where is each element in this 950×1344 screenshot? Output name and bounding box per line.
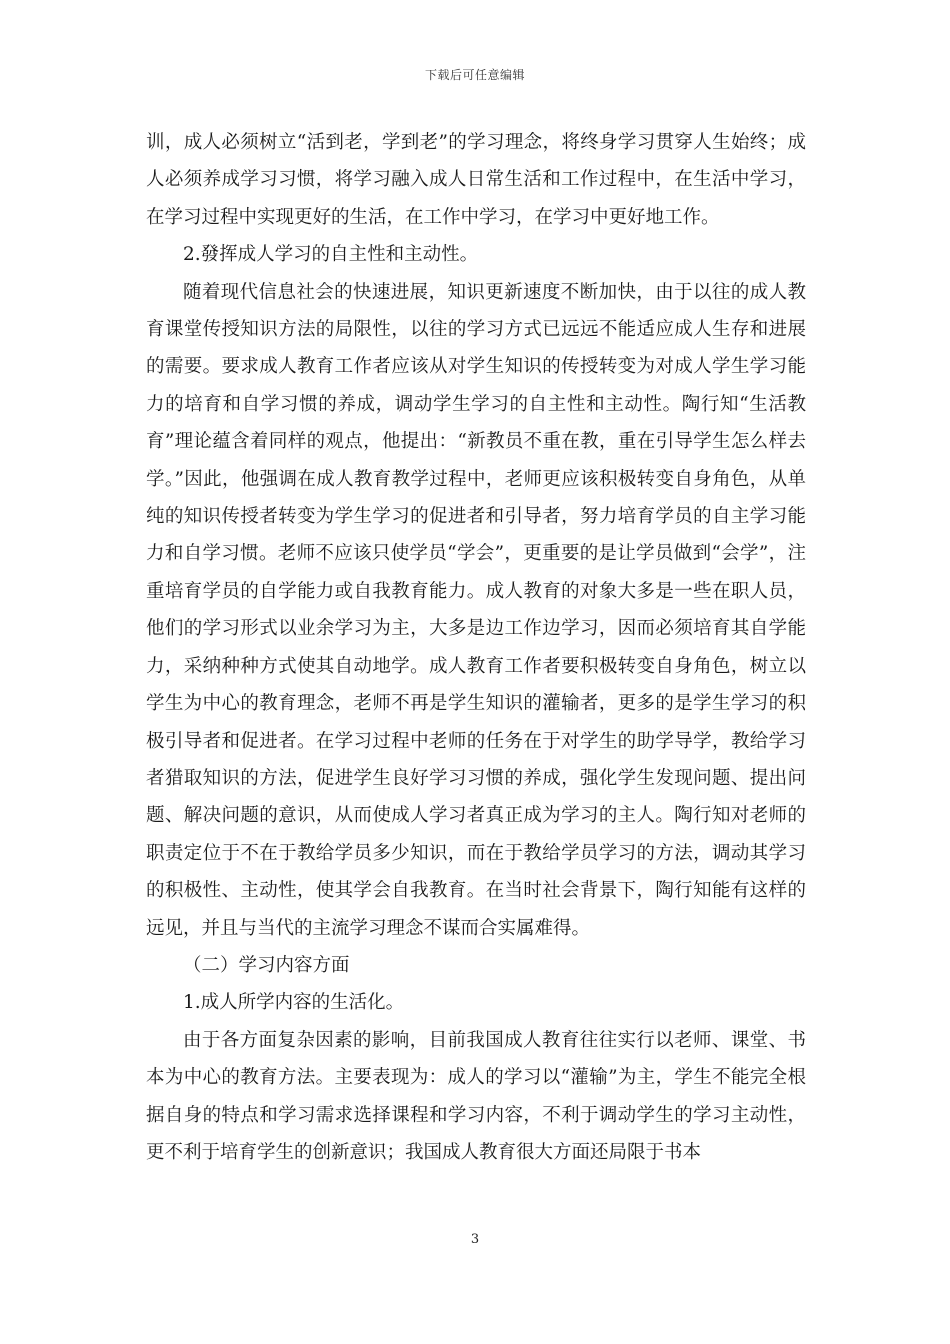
section-heading-learning-content: （二）学习内容方面 [183,954,350,976]
subheading-learner-autonomy: 2.發挥成人学习的自主性和主动性。 [183,244,479,266]
paragraph-learner-autonomy: 随着现代信息社会的快速进展，知识更新速度不断加快，由于以往的成人教育课堂传授知识方法的局限性，以往的学习方式已远远不能适应成人生存和进展的需要。要求成人教育工作者应该从对学生知识的传授转变为对成人学生学习能力的培育和自学习惯的养成，调动学生学习的自主性和主动性。陶行知“生活教育”理论蕴含着同样的观点，他提出：“新教员不重在教，重在引导学生怎么样去学。”因此，他强调在成人教育教学过程中，老师更应该积极转变自身角色，从单纯的知识传授者转变为学生学习的促进者和引导者，努力培育学员的自主学习能力和自学习惯。老师不应该只使学员“学会”，更重要的是让学员做到“会学”，注重培育学员的自学能力或自我教育能力。成人教育的对象大多是一些在职人员，他们的学习形式以业余学习为主，大多是边工作边学习，因而必须培育其自学能力，采纳种种方式使其自动地学。成人教育工作者要积极转变自身角色，树立以学生为中心的教育理念，老师不再是学生知识的灌输者，更多的是学生学习的积极引导者和促进者。在学习过程中老师的任务在于对学生的助学导学，教给学习者猎取知识的方法，促进学生良好学习习惯的养成，强化学生发现问题、提出问题、解决问题的意识，从而使成人学习者真正成为学习的主人。陶行知对老师的职责定位于不在于教给学员多少知识，而在于教给学员学习的方法，调动其学习的积极性、主动性，使其学会自我教育。在当时社会背景下，陶行知能有这样的远见，并且与当代的主流学习理念不谋而合实属难得。 [146,281,806,939]
paragraph-content-life: 由于各方面复杂因素的影响，目前我国成人教育往往实行以老师、课堂、书本为中心的教育方法。主要表现为：成人的学习以“灌输”为主，学生不能完全根据自身的特点和学习需求选择课程和学习内容，不利于调动学生的学习主动性，更不利于培育学生的创新意识；我国成人教育很大方面还局限于书本 [146,1029,806,1163]
subheading-content-life: 1.成人所学内容的生活化。 [183,992,405,1014]
document-body [146,124,806,1171]
page-number: 3 [470,1232,480,1247]
paragraph-continuation: 训，成人必须树立“活到老，学到老”的学习理念，将终身学习贯穿人生始终；成人必须养成学习习惯，将学习融入成人日常生活和工作过程中，在生活中学习，在学习过程中实现更好的生活，在工作中学习，在学习中更好地工作。 [146,132,806,228]
page-header: 下载后可任意编辑 [424,68,525,82]
